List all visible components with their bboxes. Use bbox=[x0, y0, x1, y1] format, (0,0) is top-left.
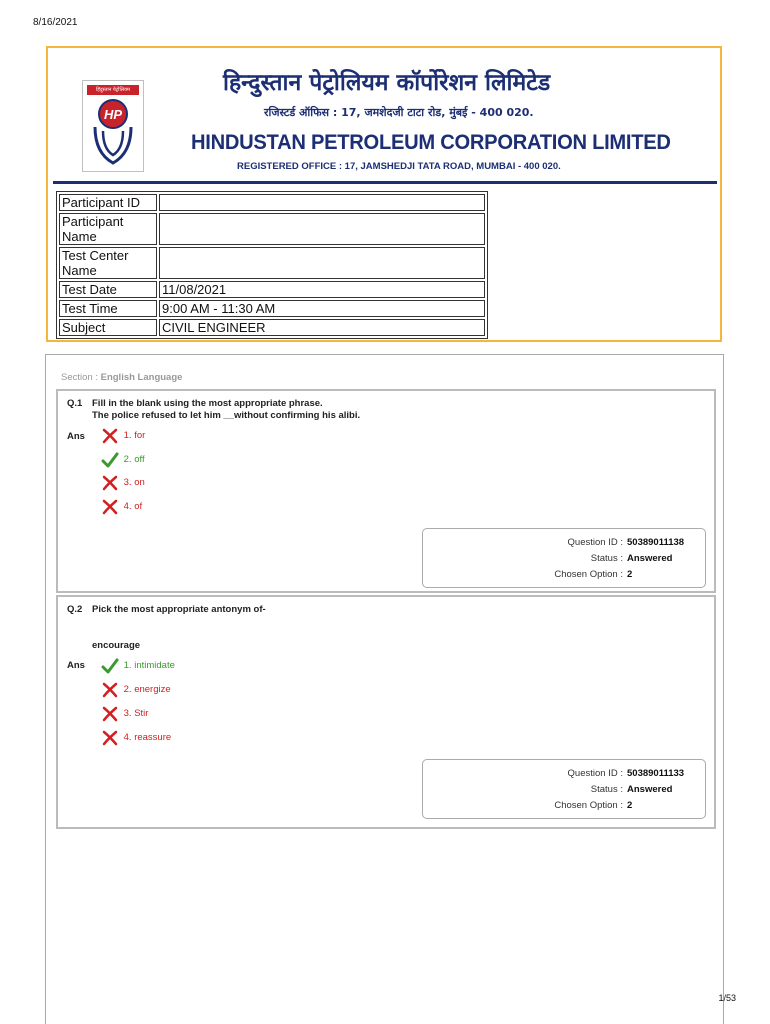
chosen-option-label: Chosen Option : bbox=[554, 800, 623, 811]
page-number: 1/53 bbox=[718, 993, 736, 1003]
option-label: 3. on bbox=[123, 477, 145, 488]
chosen-option-row bbox=[423, 800, 633, 811]
chosen-option-label: Chosen Option : bbox=[554, 569, 623, 580]
question-card bbox=[56, 595, 716, 829]
question-id-value: 50389011133 bbox=[627, 768, 685, 779]
section-label: Section : bbox=[61, 372, 98, 383]
question-id-value: 50389011138 bbox=[627, 537, 685, 548]
cross-icon bbox=[101, 428, 119, 444]
cross-icon bbox=[101, 730, 119, 746]
option-item bbox=[101, 499, 142, 515]
section-name: English Language bbox=[100, 372, 183, 383]
status-label: Status : bbox=[590, 553, 623, 564]
chosen-option-value: 2 bbox=[627, 569, 633, 580]
option-item bbox=[101, 730, 171, 746]
info-value: 9:00 AM - 11:30 AM bbox=[159, 300, 485, 317]
info-row bbox=[59, 300, 485, 317]
option-item bbox=[101, 682, 171, 698]
info-value bbox=[159, 194, 485, 211]
option-label: 3. Stir bbox=[123, 708, 149, 719]
cross-icon bbox=[101, 706, 119, 722]
info-value bbox=[159, 247, 485, 279]
cross-icon bbox=[101, 499, 119, 515]
question-line: Fill in the blank using the most appropriate phrase. bbox=[92, 398, 323, 409]
logo-banner: हिंदुस्तान पेट्रोलियम bbox=[87, 85, 139, 95]
option-label: 1. for bbox=[123, 430, 146, 441]
question-id-label: Question ID : bbox=[567, 768, 623, 779]
option-label: 1. intimidate bbox=[123, 660, 175, 671]
question-text bbox=[92, 398, 360, 422]
check-icon bbox=[101, 658, 119, 674]
answer-label: Ans bbox=[67, 431, 85, 442]
info-row bbox=[59, 319, 485, 336]
company-header bbox=[46, 46, 722, 342]
check-icon bbox=[101, 452, 119, 468]
question-number: Q.2 bbox=[67, 604, 83, 615]
answer-label: Ans bbox=[67, 660, 85, 671]
option-item bbox=[101, 706, 148, 722]
header-divider bbox=[53, 181, 717, 184]
option-label: 4. of bbox=[123, 501, 143, 512]
status-row bbox=[423, 553, 673, 564]
company-name-hindi: हिन्दुस्तान पेट्रोलियम कॉर्पोरेशन लिमिटेड bbox=[223, 70, 551, 96]
section-heading bbox=[61, 372, 182, 383]
company-address-english: REGISTERED OFFICE : 17, JAMSHEDJI TATA ROAD, MUMBAI - 400 020. bbox=[237, 161, 561, 172]
status-value: Answered bbox=[627, 553, 673, 564]
question-meta-box bbox=[422, 759, 706, 819]
info-row bbox=[59, 247, 485, 279]
info-key: Participant Name bbox=[59, 213, 157, 245]
info-value bbox=[159, 213, 485, 245]
response-sheet bbox=[45, 354, 724, 1024]
option-label: 2. energize bbox=[123, 684, 171, 695]
print-date: 8/16/2021 bbox=[33, 17, 78, 28]
status-value: Answered bbox=[627, 784, 673, 795]
question-id-label: Question ID : bbox=[567, 537, 623, 548]
question-line: Pick the most appropriate antonym of- bbox=[92, 604, 266, 615]
cross-icon bbox=[101, 682, 119, 698]
chosen-option-value: 2 bbox=[627, 800, 633, 811]
info-key: Test Center Name bbox=[59, 247, 157, 279]
chosen-option-row bbox=[423, 569, 633, 580]
question-number: Q.1 bbox=[67, 398, 83, 409]
info-key: Test Time bbox=[59, 300, 157, 317]
hp-logo bbox=[82, 80, 144, 172]
status-label: Status : bbox=[590, 784, 623, 795]
option-label: 4. reassure bbox=[123, 732, 172, 743]
option-item bbox=[101, 658, 175, 674]
info-key: Test Date bbox=[59, 281, 157, 298]
info-row bbox=[59, 194, 485, 211]
participant-info-table bbox=[56, 191, 488, 339]
svg-text:HP: HP bbox=[103, 107, 123, 122]
question-id-row bbox=[423, 768, 685, 779]
status-row bbox=[423, 784, 673, 795]
option-item bbox=[101, 475, 145, 491]
question-card bbox=[56, 389, 716, 593]
question-line: The police refused to let him __without confirming his alibi. bbox=[92, 410, 361, 421]
option-label: 2. off bbox=[123, 454, 145, 465]
cross-icon bbox=[101, 475, 119, 491]
info-key: Participant ID bbox=[59, 194, 157, 211]
option-item bbox=[101, 428, 145, 444]
question-line: encourage bbox=[92, 640, 141, 651]
company-address-hindi: रजिस्टर्ड ऑफिस : 17, जमशेदजी टाटा रोड, मुंबई - 400 020. bbox=[264, 106, 534, 119]
option-item bbox=[101, 452, 145, 468]
company-name-english: HINDUSTAN PETROLEUM CORPORATION LIMITED bbox=[191, 131, 671, 154]
info-key: Subject bbox=[59, 319, 157, 336]
info-row bbox=[59, 281, 485, 298]
question-id-row bbox=[423, 537, 685, 548]
info-value: 11/08/2021 bbox=[159, 281, 485, 298]
question-meta-box bbox=[422, 528, 706, 588]
info-row bbox=[59, 213, 485, 245]
info-value: CIVIL ENGINEER bbox=[159, 319, 485, 336]
